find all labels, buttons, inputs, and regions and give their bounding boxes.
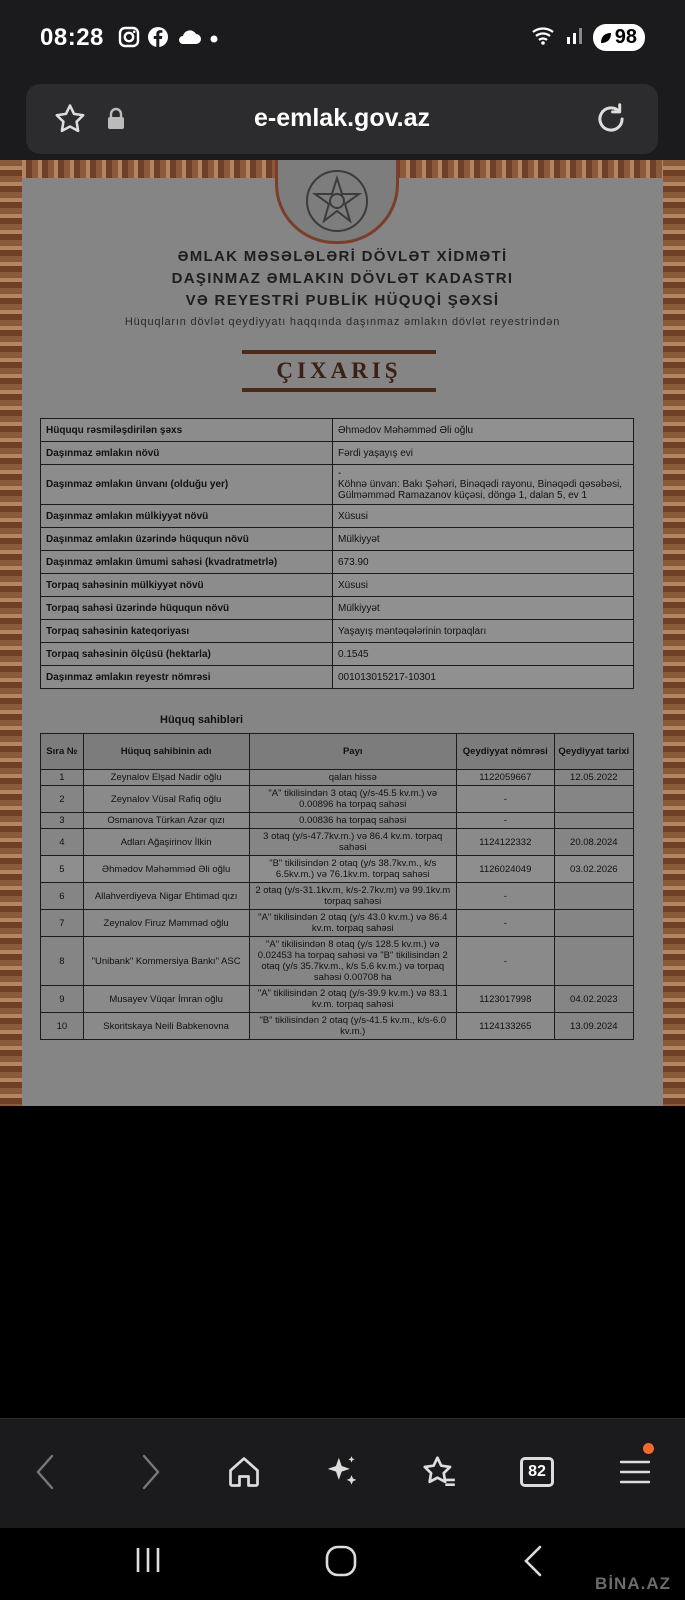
info-label: Torpaq sahəsinin mülkiyyət növü [41, 574, 333, 597]
sparkle-icon [323, 1453, 361, 1491]
owner-name: Əhmədov Məhəmməd Əli oğlu [83, 856, 249, 883]
info-value: Fərdi yaşayış evi [333, 442, 634, 465]
document-subheader: Hüquqların dövlət qeydiyyatı haqqında daşınmaz əmlakın dövlət reyestrindən [124, 316, 561, 328]
col-header-reg-date: Qeydiyyat tarixi [554, 734, 633, 770]
owner-share: "B" tikilisindən 2 otaq (y/s-41.5 kv.m., k/s-6.0 kv.m.) [249, 1013, 456, 1040]
back-nav-button[interactable] [518, 1544, 548, 1583]
owner-no: 9 [41, 986, 84, 1013]
owner-reg-no: 1124133265 [456, 1013, 554, 1040]
info-row [41, 551, 634, 574]
col-header-reg-no: Qeydiyyat nömrəsi [456, 734, 554, 770]
owner-name: Zeynalov Vüsal Rafiq oğlu [83, 786, 249, 813]
owner-reg-no: 1122059667 [456, 770, 554, 786]
owner-name: Zeynalov Firuz Məmməd oğlu [83, 910, 249, 937]
info-value: Xüsusi [333, 505, 634, 528]
reload-icon[interactable] [592, 100, 630, 143]
owner-no: 4 [41, 829, 84, 856]
dot-icon [209, 31, 219, 49]
notification-dot [643, 1443, 654, 1454]
emblem-icon [306, 170, 368, 232]
owner-no: 8 [41, 937, 84, 986]
status-time: 08:28 [40, 24, 104, 51]
owner-reg-date: 13.09.2024 [554, 1013, 633, 1040]
bookmark-list-icon [420, 1453, 458, 1491]
info-value: Əhmədov Məhəmməd Əli oğlu [333, 419, 634, 442]
watermark: BİNA.AZ [595, 1574, 671, 1593]
owner-row [41, 813, 634, 829]
owner-reg-no: 1126024049 [456, 856, 554, 883]
info-row [41, 666, 634, 689]
menu-button[interactable] [610, 1447, 660, 1497]
owner-name: Osmanova Türkan Azər qızı [83, 813, 249, 829]
leaf-icon [599, 31, 613, 45]
info-value: Mülkiyyət [333, 597, 634, 620]
owner-share: 3 otaq (y/s-47.7kv.m.) və 86.4 kv.m. torpaq sahəsi [249, 829, 456, 856]
owner-row [41, 883, 634, 910]
wifi-icon [531, 24, 557, 51]
info-label: Daşınmaz əmlakın ümumi sahəsi (kvadratmetrlə) [41, 551, 333, 574]
home-icon [226, 1454, 262, 1490]
info-value: Yaşayış məntəqələrinin torpaqları [333, 620, 634, 643]
owner-reg-date: 12.05.2022 [554, 770, 633, 786]
owner-row [41, 937, 634, 986]
owner-share: 0.00836 ha torpaq sahəsi [249, 813, 456, 829]
recent-apps-button[interactable] [132, 1544, 164, 1581]
status-app-icons [118, 26, 219, 53]
owner-share: qalan hissə [249, 770, 456, 786]
owner-name: Zeynalov Elşad Nadir oğlu [83, 770, 249, 786]
info-row [41, 419, 634, 442]
signal-icon [565, 24, 585, 51]
owner-reg-date: 04.02.2023 [554, 986, 633, 1013]
col-header-no: Sıra № [41, 734, 84, 770]
info-label: Daşınmaz əmlakın reyestr nömrəsi [41, 666, 333, 689]
owners-table [40, 733, 634, 1040]
info-label: Daşınmaz əmlakın ünvanı (olduğu yer) [41, 465, 333, 505]
owner-share: "A" tikilisindən 2 otaq (y/s 43.0 kv.m.) və 86.4 kv.m. torpaq sahəsi [249, 910, 456, 937]
owner-reg-no: - [456, 813, 554, 829]
info-row [41, 643, 634, 666]
owner-row [41, 910, 634, 937]
owner-no: 5 [41, 856, 84, 883]
col-header-name: Hüquq sahibinin adı [83, 734, 249, 770]
owners-title: Hüquq sahibləri [160, 714, 244, 726]
owner-reg-date [554, 937, 633, 986]
owner-reg-date: 03.02.2026 [554, 856, 633, 883]
info-label: Hüququ rəsmiləşdirilən şəxs [41, 419, 333, 442]
owner-no: 6 [41, 883, 84, 910]
owner-share: "B" tikilisindən 2 otaq (y/s 38.7kv.m., k/s 6.5kv.m.) və 76.1kv.m. torpaq sahəsi [249, 856, 456, 883]
home-circle-icon [324, 1544, 358, 1578]
info-label: Daşınmaz əmlakın üzərində hüququn növü [41, 528, 333, 551]
tab-count: 82 [520, 1457, 554, 1487]
chevron-left-icon [32, 1452, 62, 1492]
owner-reg-date [554, 910, 633, 937]
owner-no: 7 [41, 910, 84, 937]
owner-share: "A" tikilisindən 8 otaq (y/s 128.5 kv.m.) və 0.02453 ha torpaq sahəsi və "B" tikilisindən 2 otaq (y/s 35.7kv.m., k/s 5.6 kv.m.) və torpaq sahəsi 0.00708 ha [249, 937, 456, 986]
home-nav-button[interactable] [324, 1544, 358, 1583]
info-value: 001013015217-10301 [333, 666, 634, 689]
back-arrow-icon [518, 1544, 548, 1578]
info-label: Torpaq sahəsinin ölçüsü (hektarla) [41, 643, 333, 666]
info-value: Mülkiyyət [333, 528, 634, 551]
owner-reg-no: 1123017998 [456, 986, 554, 1013]
document-view[interactable] [0, 160, 685, 1106]
header-line-3: VƏ REYESTRİ PUBLİK HÜQUQİ ŞƏXSİ [185, 292, 500, 309]
empty-page-area [0, 1106, 685, 1418]
owner-share: "A" tikilisindən 2 otaq (y/s-39.9 kv.m.) və 83.1 kv.m. torpaq sahəsi [249, 986, 456, 1013]
bookmarks-button[interactable] [414, 1447, 464, 1497]
info-label: Torpaq sahəsinin kateqoriyası [41, 620, 333, 643]
hamburger-icon [618, 1457, 652, 1487]
info-row [41, 528, 634, 551]
tabs-button[interactable] [512, 1447, 562, 1497]
col-header-share: Payı [249, 734, 456, 770]
owner-no: 2 [41, 786, 84, 813]
owner-name: Musayev Vüqar İmran oğlu [83, 986, 249, 1013]
info-value: 0.1545 [333, 643, 634, 666]
owner-row [41, 986, 634, 1013]
owner-row [41, 829, 634, 856]
info-row [41, 597, 634, 620]
info-row [41, 442, 634, 465]
url-bar[interactable] [26, 84, 658, 154]
info-value: - Köhnə ünvan: Bakı Şəhəri, Binəqədi rayonu, Binəqədi qəsəbəsi, Gülməmməd Ramazanov küçəsi, döngə 1, dalan 5, ev 1 [333, 465, 634, 505]
cloud-icon [176, 28, 202, 51]
back-button[interactable] [22, 1447, 72, 1497]
owner-reg-no: - [456, 883, 554, 910]
owner-no: 3 [41, 813, 84, 829]
document-title: ÇIXARIŞ [242, 350, 436, 392]
home-button[interactable] [219, 1447, 269, 1497]
property-info-table [40, 418, 634, 689]
owner-reg-no: - [456, 786, 554, 813]
recent-apps-icon [132, 1544, 164, 1576]
owner-name: Allahverdiyeva Nigar Ehtimad qızı [83, 883, 249, 910]
owner-name: "Unibank" Kommersiya Bankı" ASC [83, 937, 249, 986]
ai-assistant-button[interactable] [317, 1447, 367, 1497]
owner-share: 2 otaq (y/s-31.1kv.m, k/s-2.7kv.m) və 99.1kv.m torpaq sahəsi [249, 883, 456, 910]
info-row [41, 620, 634, 643]
owner-name: Skoritskaya Neili Babkenovna [83, 1013, 249, 1040]
info-value: Xüsusi [333, 574, 634, 597]
owner-row [41, 770, 634, 786]
owner-reg-no: - [456, 910, 554, 937]
owner-reg-date: 20.08.2024 [554, 829, 633, 856]
owner-reg-no: - [456, 937, 554, 986]
owner-no: 10 [41, 1013, 84, 1040]
info-value: 673.90 [333, 551, 634, 574]
chevron-right-icon [134, 1452, 164, 1492]
browser-toolbar [0, 1418, 685, 1528]
instagram-icon [118, 26, 140, 53]
info-row [41, 505, 634, 528]
forward-button[interactable] [124, 1447, 174, 1497]
system-nav-bar [0, 1528, 685, 1600]
owner-no: 1 [41, 770, 84, 786]
battery-level: 98 [614, 26, 637, 48]
owner-reg-date [554, 786, 633, 813]
owner-reg-date [554, 813, 633, 829]
info-row [41, 574, 634, 597]
status-bar [0, 0, 685, 78]
owner-row [41, 786, 634, 813]
info-label: Torpaq sahəsi üzərində hüququn növü [41, 597, 333, 620]
header-line-2: DAŞINMAZ ƏMLAKIN DÖVLƏT KADASTRI [171, 270, 514, 287]
owner-share: "A" tikilisindən 3 otaq (y/s-45.5 kv.m.) və 0.00896 ha torpaq sahəsi [249, 786, 456, 813]
info-row [41, 465, 634, 505]
owner-name: Adları Ağaşirinov İlkin [83, 829, 249, 856]
info-label: Daşınmaz əmlakın mülkiyyət növü [41, 505, 333, 528]
facebook-icon [147, 26, 169, 53]
battery-indicator [593, 24, 645, 51]
owner-reg-no: 1124122332 [456, 829, 554, 856]
header-line-1: ƏMLAK MƏSƏLƏLƏRİ DÖVLƏT XİDMƏTİ [177, 248, 508, 265]
browser-url-area [0, 78, 685, 160]
owner-row [41, 856, 634, 883]
info-label: Daşınmaz əmlakın növü [41, 442, 333, 465]
owner-row [41, 1013, 634, 1040]
url-text[interactable]: e-emlak.gov.az [253, 104, 430, 132]
owner-reg-date [554, 883, 633, 910]
